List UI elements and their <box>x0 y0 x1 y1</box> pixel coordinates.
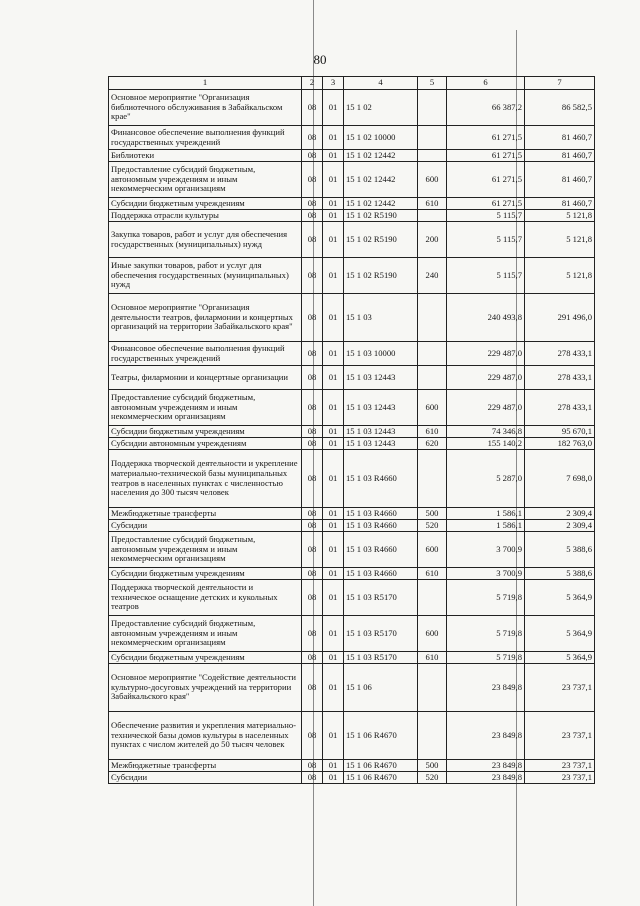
subsection-code-cell: 01 <box>323 162 344 198</box>
section-code-cell: 08 <box>302 366 323 390</box>
amount-year1-cell: 23 849,8 <box>447 772 525 784</box>
subsection-code-cell: 01 <box>323 438 344 450</box>
subsection-code-cell: 01 <box>323 450 344 508</box>
subsection-code-cell: 01 <box>323 222 344 258</box>
section-code-cell: 08 <box>302 532 323 568</box>
target-article-cell: 15 1 03 R4660 <box>344 508 418 520</box>
subsection-code-cell: 01 <box>323 568 344 580</box>
expense-type-cell: 610 <box>418 426 447 438</box>
section-code-cell: 08 <box>302 664 323 712</box>
section-code-cell: 08 <box>302 198 323 210</box>
expense-type-cell: 200 <box>418 222 447 258</box>
amount-year1-cell: 229 487,0 <box>447 390 525 426</box>
section-code-cell: 08 <box>302 760 323 772</box>
section-code-cell: 08 <box>302 390 323 426</box>
table-row <box>109 426 595 438</box>
amount-year1-cell: 155 140,2 <box>447 438 525 450</box>
target-article-cell: 15 1 02 12442 <box>344 198 418 210</box>
table-row <box>109 760 595 772</box>
subsection-code-cell: 01 <box>323 198 344 210</box>
target-article-cell: 15 1 02 10000 <box>344 126 418 150</box>
row-name-cell: Основное мероприятие "Организация деятельности театров, филармонии и концертных организаций на территории Забайкальского края" <box>109 294 302 342</box>
amount-year2-cell: 81 460,7 <box>525 198 595 210</box>
expense-type-cell: 600 <box>418 532 447 568</box>
subsection-code-cell: 01 <box>323 390 344 426</box>
amount-year2-cell: 5 121,8 <box>525 222 595 258</box>
row-name-cell: Финансовое обеспечение выполнения функций государственных учреждений <box>109 342 302 366</box>
row-name-cell: Предоставление субсидий бюджетным, автономным учреждениям и иным некоммерческим организациям <box>109 162 302 198</box>
expense-type-cell: 500 <box>418 508 447 520</box>
subsection-code-cell: 01 <box>323 616 344 652</box>
target-article-cell: 15 1 03 R4660 <box>344 532 418 568</box>
target-article-cell: 15 1 03 R5170 <box>344 580 418 616</box>
subsection-code-cell: 01 <box>323 664 344 712</box>
table-row <box>109 438 595 450</box>
table-row <box>109 294 595 342</box>
table-row <box>109 772 595 784</box>
budget-table <box>108 76 595 784</box>
expense-type-cell: 610 <box>418 568 447 580</box>
section-code-cell: 08 <box>302 126 323 150</box>
section-code-cell: 08 <box>302 210 323 222</box>
target-article-cell: 15 1 03 10000 <box>344 342 418 366</box>
table-row <box>109 90 595 126</box>
table-row <box>109 150 595 162</box>
amount-year1-cell: 5 115,7 <box>447 210 525 222</box>
amount-year2-cell: 81 460,7 <box>525 162 595 198</box>
expense-type-cell <box>418 126 447 150</box>
row-name-cell: Межбюджетные трансферты <box>109 508 302 520</box>
expense-type-cell: 520 <box>418 520 447 532</box>
amount-year1-cell: 1 586,1 <box>447 508 525 520</box>
section-code-cell: 08 <box>302 90 323 126</box>
amount-year1-cell: 74 346,8 <box>447 426 525 438</box>
row-name-cell: Закупка товаров, работ и услуг для обеспечения государственных (муниципальных) нужд <box>109 222 302 258</box>
target-article-cell: 15 1 03 R4660 <box>344 450 418 508</box>
target-article-cell: 15 1 06 R4670 <box>344 760 418 772</box>
expense-type-cell <box>418 342 447 366</box>
expense-type-cell <box>418 366 447 390</box>
target-article-cell: 15 1 06 R4670 <box>344 772 418 784</box>
subsection-code-cell: 01 <box>323 508 344 520</box>
amount-year2-cell: 95 670,1 <box>525 426 595 438</box>
table-header-row <box>109 77 595 90</box>
target-article-cell: 15 1 03 R5170 <box>344 616 418 652</box>
expense-type-cell <box>418 90 447 126</box>
amount-year2-cell: 81 460,7 <box>525 126 595 150</box>
subsection-code-cell: 01 <box>323 772 344 784</box>
table-row <box>109 568 595 580</box>
expense-type-cell: 240 <box>418 258 447 294</box>
expense-type-cell: 610 <box>418 652 447 664</box>
target-article-cell: 15 1 02 12442 <box>344 150 418 162</box>
row-name-cell: Библиотеки <box>109 150 302 162</box>
amount-year1-cell: 3 700,9 <box>447 568 525 580</box>
amount-year2-cell: 5 121,8 <box>525 258 595 294</box>
amount-year2-cell: 5 388,6 <box>525 568 595 580</box>
section-code-cell: 08 <box>302 426 323 438</box>
expense-type-cell: 500 <box>418 760 447 772</box>
expense-type-cell <box>418 294 447 342</box>
amount-year2-cell: 23 737,1 <box>525 712 595 760</box>
amount-year1-cell: 23 849,8 <box>447 760 525 772</box>
amount-year2-cell: 2 309,4 <box>525 508 595 520</box>
amount-year1-cell: 66 387,2 <box>447 90 525 126</box>
row-name-cell: Поддержка отрасли культуры <box>109 210 302 222</box>
target-article-cell: 15 1 03 R5170 <box>344 652 418 664</box>
table-row <box>109 342 595 366</box>
row-name-cell: Поддержка творческой деятельности и укрепление материально-технической базы муниципальных театров в населенных пунктах с численностью населения до 300 тысяч человек <box>109 450 302 508</box>
row-name-cell: Основное мероприятие "Организация библиотечного обслуживания в Забайкальском крае" <box>109 90 302 126</box>
section-code-cell: 08 <box>302 616 323 652</box>
section-code-cell: 08 <box>302 222 323 258</box>
amount-year2-cell: 5 388,6 <box>525 532 595 568</box>
row-name-cell: Субсидии <box>109 772 302 784</box>
expense-type-cell: 600 <box>418 162 447 198</box>
row-name-cell: Предоставление субсидий бюджетным, автономным учреждениям и иным некоммерческим организациям <box>109 616 302 652</box>
amount-year2-cell: 23 737,1 <box>525 772 595 784</box>
amount-year1-cell: 5 287,0 <box>447 450 525 508</box>
subsection-code-cell: 01 <box>323 712 344 760</box>
subsection-code-cell: 01 <box>323 342 344 366</box>
subsection-code-cell: 01 <box>323 760 344 772</box>
column-header: 5 <box>418 77 447 90</box>
table-row <box>109 652 595 664</box>
section-code-cell: 08 <box>302 162 323 198</box>
expense-type-cell <box>418 450 447 508</box>
table-row <box>109 210 595 222</box>
expense-type-cell: 520 <box>418 772 447 784</box>
amount-year1-cell: 1 586,1 <box>447 520 525 532</box>
column-header: 2 <box>302 77 323 90</box>
target-article-cell: 15 1 06 <box>344 664 418 712</box>
section-code-cell: 08 <box>302 568 323 580</box>
table-row <box>109 450 595 508</box>
section-code-cell: 08 <box>302 772 323 784</box>
subsection-code-cell: 01 <box>323 532 344 568</box>
table-row <box>109 258 595 294</box>
row-name-cell: Предоставление субсидий бюджетным, автономным учреждениям и иным некоммерческим организациям <box>109 532 302 568</box>
expense-type-cell: 600 <box>418 616 447 652</box>
amount-year2-cell: 291 496,0 <box>525 294 595 342</box>
amount-year2-cell: 5 364,9 <box>525 580 595 616</box>
amount-year2-cell: 278 433,1 <box>525 390 595 426</box>
subsection-code-cell: 01 <box>323 258 344 294</box>
subsection-code-cell: 01 <box>323 580 344 616</box>
target-article-cell: 15 1 03 12443 <box>344 438 418 450</box>
amount-year2-cell: 23 737,1 <box>525 664 595 712</box>
target-article-cell: 15 1 06 R4670 <box>344 712 418 760</box>
section-code-cell: 08 <box>302 294 323 342</box>
subsection-code-cell: 01 <box>323 150 344 162</box>
table-row <box>109 162 595 198</box>
amount-year1-cell: 5 719,8 <box>447 616 525 652</box>
amount-year2-cell: 5 364,9 <box>525 616 595 652</box>
table-row <box>109 664 595 712</box>
target-article-cell: 15 1 02 12442 <box>344 162 418 198</box>
subsection-code-cell: 01 <box>323 366 344 390</box>
target-article-cell: 15 1 02 R5190 <box>344 222 418 258</box>
subsection-code-cell: 01 <box>323 520 344 532</box>
row-name-cell: Финансовое обеспечение выполнения функций государственных учреждений <box>109 126 302 150</box>
target-article-cell: 15 1 03 12443 <box>344 390 418 426</box>
row-name-cell: Иные закупки товаров, работ и услуг для обеспечения государственных (муниципальных) нужд <box>109 258 302 294</box>
amount-year2-cell: 81 460,7 <box>525 150 595 162</box>
table-row <box>109 580 595 616</box>
amount-year2-cell: 278 433,1 <box>525 342 595 366</box>
expense-type-cell <box>418 150 447 162</box>
table-row <box>109 616 595 652</box>
column-header: 3 <box>323 77 344 90</box>
target-article-cell: 15 1 03 12443 <box>344 426 418 438</box>
row-name-cell: Субсидии бюджетным учреждениям <box>109 652 302 664</box>
row-name-cell: Субсидии бюджетным учреждениям <box>109 568 302 580</box>
amount-year1-cell: 61 271,5 <box>447 162 525 198</box>
amount-year2-cell: 278 433,1 <box>525 366 595 390</box>
section-code-cell: 08 <box>302 342 323 366</box>
expense-type-cell: 610 <box>418 198 447 210</box>
row-name-cell: Театры, филармонии и концертные организации <box>109 366 302 390</box>
expense-type-cell <box>418 712 447 760</box>
table-row <box>109 532 595 568</box>
column-header: 4 <box>344 77 418 90</box>
expense-type-cell <box>418 664 447 712</box>
target-article-cell: 15 1 03 R4660 <box>344 568 418 580</box>
table-row <box>109 520 595 532</box>
row-name-cell: Поддержка творческой деятельности и техническое оснащение детских и кукольных театров <box>109 580 302 616</box>
row-name-cell: Межбюджетные трансферты <box>109 760 302 772</box>
expense-type-cell <box>418 580 447 616</box>
section-code-cell: 08 <box>302 150 323 162</box>
column-header: 6 <box>447 77 525 90</box>
amount-year2-cell: 86 582,5 <box>525 90 595 126</box>
section-code-cell: 08 <box>302 508 323 520</box>
amount-year1-cell: 229 487,0 <box>447 342 525 366</box>
amount-year2-cell: 7 698,0 <box>525 450 595 508</box>
target-article-cell: 15 1 02 R5190 <box>344 210 418 222</box>
amount-year1-cell: 5 115,7 <box>447 258 525 294</box>
amount-year1-cell: 229 487,0 <box>447 366 525 390</box>
section-code-cell: 08 <box>302 520 323 532</box>
table-body <box>109 90 595 784</box>
expense-type-cell <box>418 210 447 222</box>
section-code-cell: 08 <box>302 438 323 450</box>
expense-type-cell: 600 <box>418 390 447 426</box>
expense-type-cell: 620 <box>418 438 447 450</box>
row-name-cell: Субсидии бюджетным учреждениям <box>109 198 302 210</box>
amount-year2-cell: 5 364,9 <box>525 652 595 664</box>
row-name-cell: Предоставление субсидий бюджетным, автономным учреждениям и иным некоммерческим организациям <box>109 390 302 426</box>
table-row <box>109 508 595 520</box>
table-row <box>109 390 595 426</box>
row-name-cell: Субсидии <box>109 520 302 532</box>
target-article-cell: 15 1 02 <box>344 90 418 126</box>
row-name-cell: Субсидии автономным учреждениям <box>109 438 302 450</box>
amount-year1-cell: 61 271,5 <box>447 126 525 150</box>
table-row <box>109 198 595 210</box>
section-code-cell: 08 <box>302 652 323 664</box>
amount-year2-cell: 182 763,0 <box>525 438 595 450</box>
amount-year2-cell: 5 121,8 <box>525 210 595 222</box>
column-header: 1 <box>109 77 302 90</box>
target-article-cell: 15 1 03 R4660 <box>344 520 418 532</box>
table-row <box>109 222 595 258</box>
amount-year1-cell: 3 700,9 <box>447 532 525 568</box>
table-row <box>109 366 595 390</box>
column-header: 7 <box>525 77 595 90</box>
page-number: 80 <box>313 52 327 67</box>
amount-year1-cell: 23 849,8 <box>447 712 525 760</box>
table-row <box>109 126 595 150</box>
section-code-cell: 08 <box>302 450 323 508</box>
amount-year1-cell: 23 849,8 <box>447 664 525 712</box>
amount-year1-cell: 240 493,8 <box>447 294 525 342</box>
target-article-cell: 15 1 02 R5190 <box>344 258 418 294</box>
table-row <box>109 712 595 760</box>
target-article-cell: 15 1 03 12443 <box>344 366 418 390</box>
target-article-cell: 15 1 03 <box>344 294 418 342</box>
subsection-code-cell: 01 <box>323 126 344 150</box>
subsection-code-cell: 01 <box>323 90 344 126</box>
amount-year1-cell: 61 271,5 <box>447 198 525 210</box>
amount-year2-cell: 23 737,1 <box>525 760 595 772</box>
subsection-code-cell: 01 <box>323 294 344 342</box>
amount-year1-cell: 5 719,8 <box>447 652 525 664</box>
amount-year1-cell: 5 115,7 <box>447 222 525 258</box>
section-code-cell: 08 <box>302 712 323 760</box>
row-name-cell: Основное мероприятие "Содействие деятельности культурно-досуговых учреждений на территории Забайкальского края" <box>109 664 302 712</box>
subsection-code-cell: 01 <box>323 426 344 438</box>
subsection-code-cell: 01 <box>323 210 344 222</box>
section-code-cell: 08 <box>302 580 323 616</box>
row-name-cell: Субсидии бюджетным учреждениям <box>109 426 302 438</box>
subsection-code-cell: 01 <box>323 652 344 664</box>
amount-year1-cell: 61 271,5 <box>447 150 525 162</box>
row-name-cell: Обеспечение развития и укрепления материально-технической базы домов культуры в населенных пунктах с числом жителей до 50 тысяч человек <box>109 712 302 760</box>
amount-year2-cell: 2 309,4 <box>525 520 595 532</box>
section-code-cell: 08 <box>302 258 323 294</box>
amount-year1-cell: 5 719,8 <box>447 580 525 616</box>
